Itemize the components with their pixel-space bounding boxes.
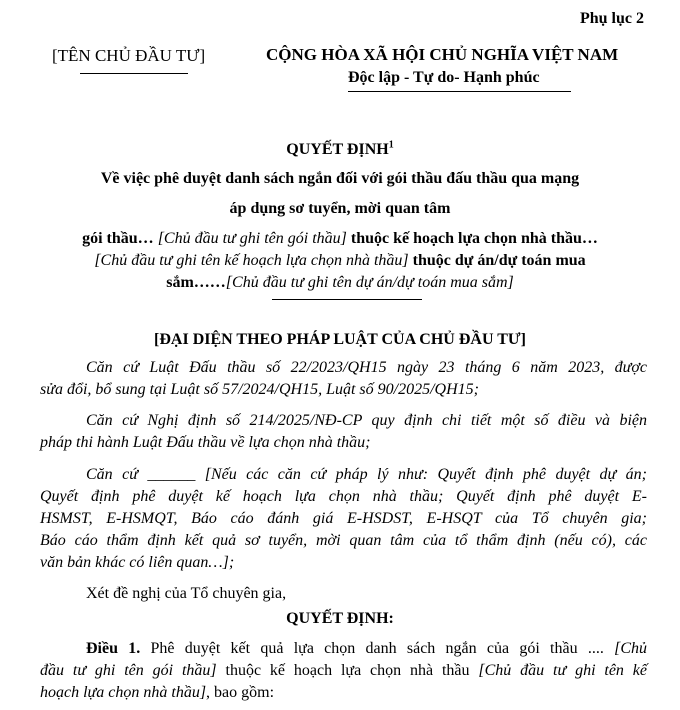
basis-1-line-1: Căn cứ Luật Đấu thầu số 22/2023/QH15 ngày 23 tháng 6 năm 2023, được	[86, 359, 647, 376]
subject-line-3: gói thầu… [Chủ đầu tư ghi tên gói thầu] thuộc kế hoạch lựa chọn nhà thầu…	[82, 230, 598, 247]
basis-2-line-1: Căn cứ Nghị định số 214/2025/NĐ-CP quy định chi tiết một số điều và biện	[86, 412, 647, 429]
motto-underline	[348, 91, 571, 92]
basis-3-line-5: văn bản khác có liên quan…];	[40, 554, 235, 571]
basis-3-line-3: HSMST, E-HSMQT, Báo cáo đánh giá E-HSDST, E-HSQT của Tổ chuyên gia;	[40, 510, 647, 527]
subject-line-4: [Chủ đầu tư ghi tên kế hoạch lựa chọn nhà thầu] thuộc dự án/dự toán mua	[94, 252, 586, 269]
basis-1-line-2: sửa đổi, bổ sung tại Luật số 57/2024/QH15, Luật số 90/2025/QH15;	[40, 381, 479, 398]
basis-3-line-1: Căn cứ ______ [Nếu các căn cứ pháp lý như: Quyết định phê duyệt dự án;	[86, 466, 647, 483]
article-1-line-2: đầu tư ghi tên gói thầu] thuộc kế hoạch lựa chọn nhà thầu [Chủ đầu tư ghi tên kế	[40, 662, 647, 679]
article-1-line-1: Điều 1. Phê duyệt kết quả lựa chọn danh sách ngắn của gói thầu .... [Chủ	[86, 640, 647, 657]
issuer-underline	[80, 73, 188, 74]
national-title: CỘNG HÒA XÃ HỘI CHỦ NGHĨA VIỆT NAM	[266, 45, 619, 64]
subject-line-2: áp dụng sơ tuyển, mời quan tâm	[229, 200, 451, 217]
decision-title: QUYẾT ĐỊNH$^1$	[286, 139, 394, 158]
basis-3-line-4: Báo cáo thẩm định kết quả sơ tuyển, mời quan tâm của tổ thẩm định (nếu có), các	[40, 532, 647, 549]
issuer-placeholder: [TÊN CHỦ ĐẦU TƯ]	[52, 46, 206, 65]
national-motto: Độc lập - Tự do- Hạnh phúc	[348, 69, 540, 86]
basis-3-line-2: Quyết định phê duyệt kế hoạch lựa chọn nhà thầu; Quyết định phê duyệt E-	[40, 488, 647, 505]
basis-4: Xét đề nghị của Tổ chuyên gia,	[86, 585, 287, 602]
decision-heading: QUYẾT ĐỊNH:	[286, 610, 394, 627]
authority-heading: [ĐẠI DIỆN THEO PHÁP LUẬT CỦA CHỦ ĐẦU TƯ]	[154, 331, 526, 348]
footnote-marker: 1	[388, 139, 394, 151]
subject-line-1: Về việc phê duyệt danh sách ngắn đối với gói thầu đấu thầu qua mạng	[100, 170, 580, 187]
subject-line-5: sắm……[Chủ đầu tư ghi tên dự án/dự toán mua sắm]	[166, 274, 514, 291]
article-1-line-3: hoạch lựa chọn nhà thầu], bao gồm:	[40, 684, 275, 701]
appendix-label: Phụ lục 2	[579, 10, 644, 27]
basis-2-line-2: pháp thi hành Luật Đấu thầu về lựa chọn nhà thầu;	[40, 434, 371, 451]
title-separator	[272, 299, 422, 300]
